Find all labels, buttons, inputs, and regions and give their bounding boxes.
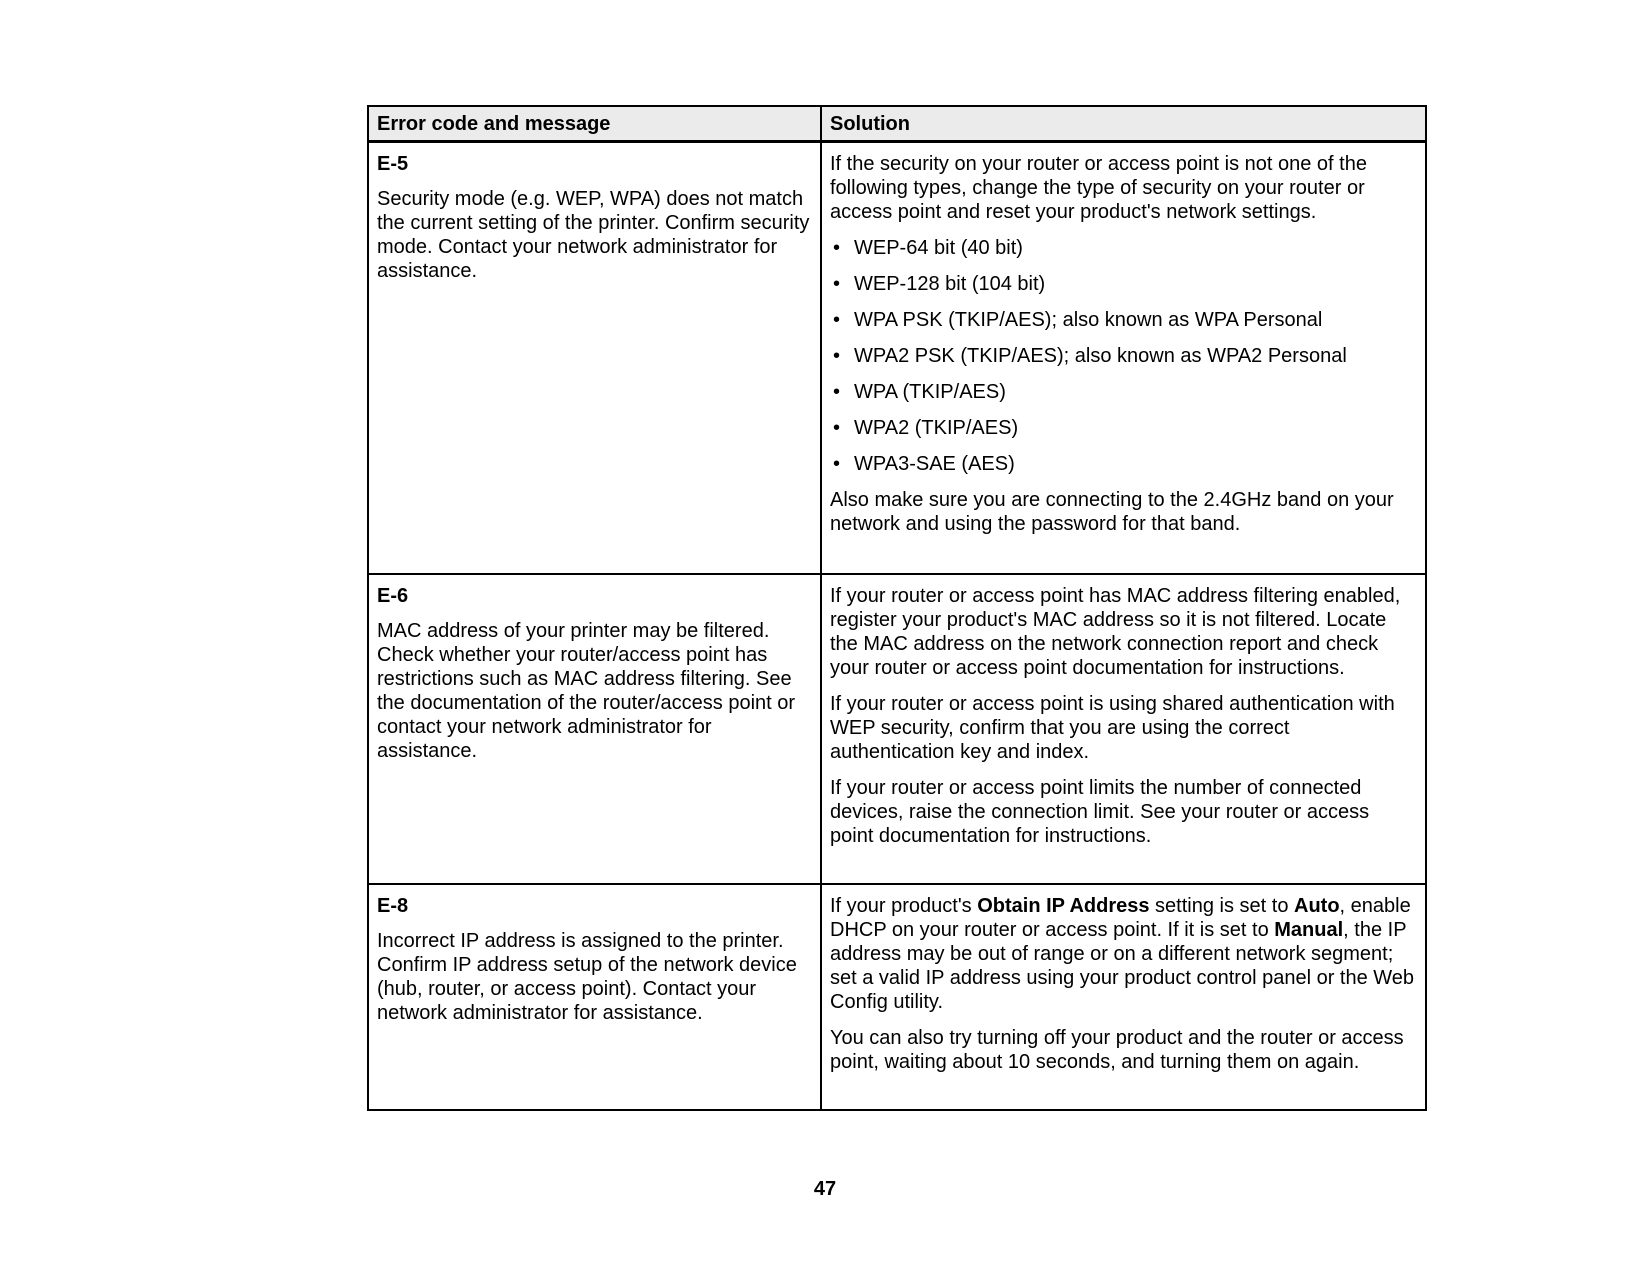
bold-term: Manual — [1274, 918, 1344, 941]
bullet-icon: • — [833, 381, 841, 403]
solution-paragraph: If your router or access point is using shared authentication with WEP security, confirm that you are using the correct authentication key and index. — [830, 692, 1395, 763]
bullet-icon: • — [833, 345, 841, 367]
error-message-text: Security mode (e.g. WEP, WPA) does not match the current setting of the printer. Confirm security mode. Contact your network administrator for assistance. — [377, 188, 810, 282]
solution-paragraph: If your product's Obtain IP Address setting is set to Auto, enable DHCP on your router or access point. If it is set to Manual, the IP address may be out of range or on a different network segment; set a valid IP address using your product control panel or the Web Config utility. — [830, 894, 1415, 1013]
error-code: E-5 — [377, 153, 409, 175]
solution-cell — [821, 884, 1426, 1110]
bullet-item — [830, 272, 1417, 296]
bullet-icon: • — [833, 453, 841, 475]
error-code: E-6 — [377, 584, 409, 607]
header-error-code-and-message: Error code and message — [368, 106, 821, 142]
bullet-icon: • — [833, 237, 841, 259]
table-row — [368, 884, 1426, 1110]
error-code-table — [367, 105, 1427, 1111]
bullet-item — [830, 416, 1417, 440]
error-message-text: MAC address of your printer may be filtered. Check whether your router/access point has restrictions such as MAC address filtering. See the documentation of the router/access point or contact your network administrator for assistance. — [377, 619, 796, 762]
error-code: E-8 — [377, 894, 409, 917]
bullet-item — [830, 380, 1417, 404]
solution-cell — [821, 574, 1426, 884]
solution-paragraph: Also make sure you are connecting to the 2.4GHz band on your network and using the password for that band. — [830, 489, 1394, 535]
bullet-text: WPA3-SAE (AES) — [854, 453, 1015, 475]
bold-term: Obtain IP Address — [977, 894, 1150, 917]
solution-cell — [821, 142, 1426, 574]
error-message-cell — [368, 884, 821, 1110]
error-message-text: Incorrect IP address is assigned to the printer. Confirm IP address setup of the network device (hub, router, or access point). Contact your network administrator for assistance. — [377, 929, 797, 1024]
solution-paragraph: If your router or access point limits the number of connected devices, raise the connection limit. See your router or access point documentation for instructions. — [830, 776, 1370, 847]
table-row — [368, 142, 1426, 574]
solution-paragraph: If your router or access point has MAC address filtering enabled, register your product's MAC address so it is not filtered. Locate the MAC address on the network connection report and check your router or access point documentation for instructions. — [830, 584, 1401, 679]
error-message-cell — [368, 142, 821, 574]
bullet-item — [830, 452, 1417, 476]
table-body — [368, 142, 1426, 1110]
bullet-item — [830, 308, 1417, 332]
bullet-list — [830, 236, 1417, 476]
bullet-text: WPA (TKIP/AES) — [854, 381, 1006, 403]
page-number: 47 — [813, 1178, 837, 1200]
bullet-item — [830, 344, 1417, 368]
bold-term: Auto — [1294, 894, 1340, 917]
table-head — [368, 106, 1426, 142]
solution-paragraph: You can also try turning off your product and the router or access point, waiting about 10 seconds, and turning them on again. — [830, 1026, 1404, 1073]
bullet-text: WEP-128 bit (104 bit) — [854, 273, 1046, 295]
bullet-text: WPA2 (TKIP/AES) — [854, 417, 1019, 439]
bullet-item — [830, 236, 1417, 260]
bullet-text: WPA2 PSK (TKIP/AES); also known as WPA2 Personal — [854, 345, 1347, 367]
bullet-icon: • — [833, 309, 841, 331]
bullet-icon: • — [833, 273, 841, 295]
bullet-icon: • — [833, 417, 841, 439]
table-row — [368, 574, 1426, 884]
error-message-cell — [368, 574, 821, 884]
bullet-text: WPA PSK (TKIP/AES); also known as WPA Personal — [854, 309, 1323, 331]
solution-paragraph: If the security on your router or access point is not one of the following types, change the type of security on your router or access point and reset your product's network settings. — [830, 153, 1367, 223]
bullet-text: WEP-64 bit (40 bit) — [854, 237, 1023, 259]
header-solution: Solution — [821, 106, 1426, 142]
table-header-row — [368, 106, 1426, 142]
